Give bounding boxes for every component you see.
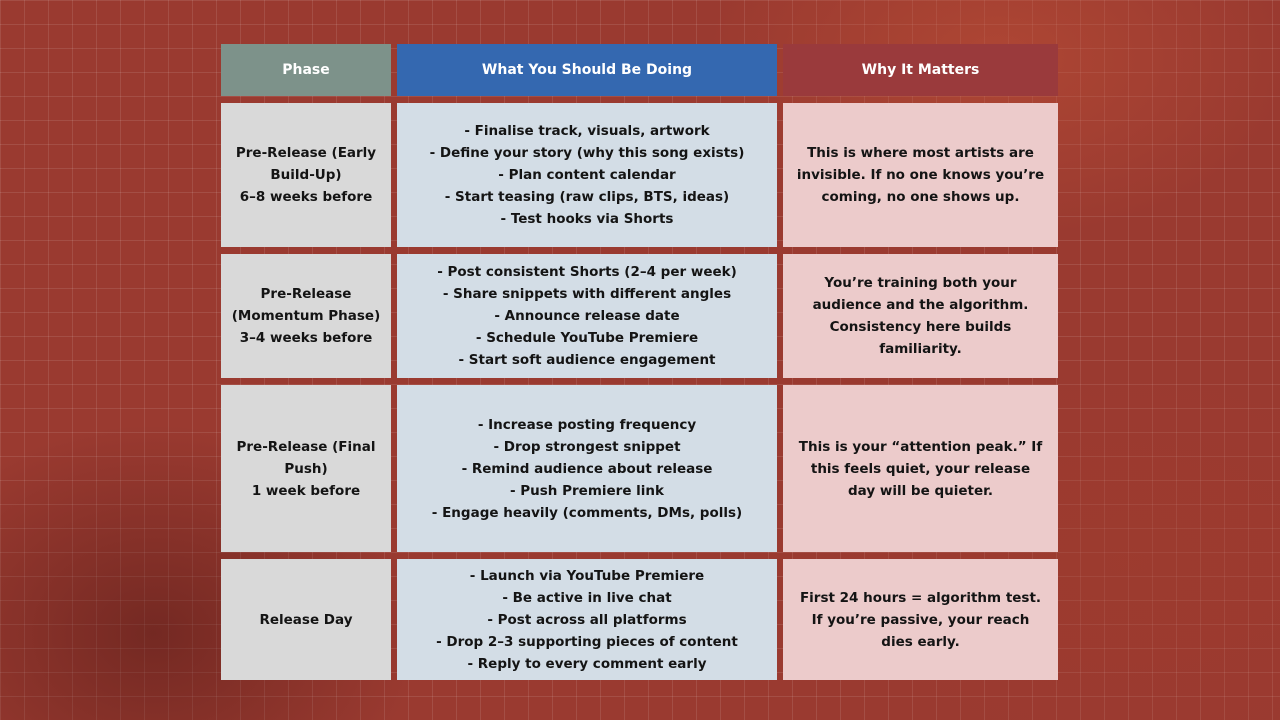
why-text: This is where most artists are invisible. If no one knows you’re coming, no one shows up.: [796, 145, 1045, 205]
phase-line: Pre-Release (Final: [236, 438, 376, 455]
task-item: - Drop strongest snippet: [493, 438, 681, 455]
task-item: - Schedule YouTube Premiere: [475, 330, 699, 346]
header-doing: [397, 44, 777, 96]
doing-cell: [397, 103, 777, 247]
phase-line: (Momentum Phase): [231, 308, 381, 324]
release-timeline-table: [221, 44, 1059, 680]
phase-cell: [221, 385, 391, 552]
doing-cell: [397, 559, 777, 680]
why-text: This is your “attention peak.” If this feels quiet, your release day will be quieter.: [798, 438, 1043, 499]
doing-cell: [397, 254, 777, 378]
phase-line: Pre-Release (Early: [235, 145, 377, 161]
header-phase-label: Phase: [282, 62, 330, 78]
phase-line: Build-Up): [270, 167, 342, 183]
task-item: - Reply to every comment early: [467, 655, 707, 672]
header-why: [783, 44, 1058, 96]
why-cell: [783, 385, 1058, 552]
phase-cell: [221, 559, 391, 680]
phase-cell: [221, 103, 391, 247]
task-item: - Define your story (why this song exists): [429, 145, 745, 161]
task-item: - Be active in live chat: [502, 589, 672, 606]
phase-line: 6–8 weeks before: [239, 189, 373, 205]
task-item: - Increase posting frequency: [477, 416, 697, 433]
phase-line: Pre-Release: [260, 286, 352, 302]
task-item: - Push Premiere link: [509, 482, 665, 499]
header-why-label: Why It Matters: [861, 62, 980, 78]
phase-line: 1 week before: [251, 482, 361, 499]
task-item: - Post consistent Shorts (2–4 per week): [437, 264, 737, 280]
task-item: - Remind audience about release: [461, 460, 713, 477]
header-doing-label: What You Should Be Doing: [481, 62, 693, 78]
phase-line: 3–4 weeks before: [239, 330, 373, 346]
phase-line: Release Day: [259, 611, 353, 628]
task-item: - Announce release date: [494, 308, 680, 324]
why-cell: [783, 103, 1058, 247]
why-text: You’re training both your audience and the algorithm. Consistency here builds familiarity.: [812, 275, 1029, 357]
why-cell: [783, 559, 1058, 680]
task-item: - Start soft audience engagement: [458, 352, 716, 368]
task-item: - Launch via YouTube Premiere: [469, 567, 705, 584]
doing-cell: [397, 385, 777, 552]
task-item: - Start teasing (raw clips, BTS, ideas): [444, 189, 730, 205]
why-cell: [783, 254, 1058, 378]
task-item: - Finalise track, visuals, artwork: [464, 123, 710, 139]
phase-cell: [221, 254, 391, 378]
phase-line: Push): [284, 460, 328, 477]
task-item: - Engage heavily (comments, DMs, polls): [431, 504, 743, 521]
why-text: First 24 hours = algorithm test. If you’re passive, your reach dies early.: [799, 589, 1042, 650]
task-item: - Share snippets with different angles: [442, 286, 732, 302]
task-item: - Post across all platforms: [487, 611, 687, 628]
task-item: - Test hooks via Shorts: [500, 211, 674, 227]
task-item: - Drop 2–3 supporting pieces of content: [436, 633, 738, 650]
header-phase: [221, 44, 391, 96]
task-item: - Plan content calendar: [498, 167, 676, 183]
